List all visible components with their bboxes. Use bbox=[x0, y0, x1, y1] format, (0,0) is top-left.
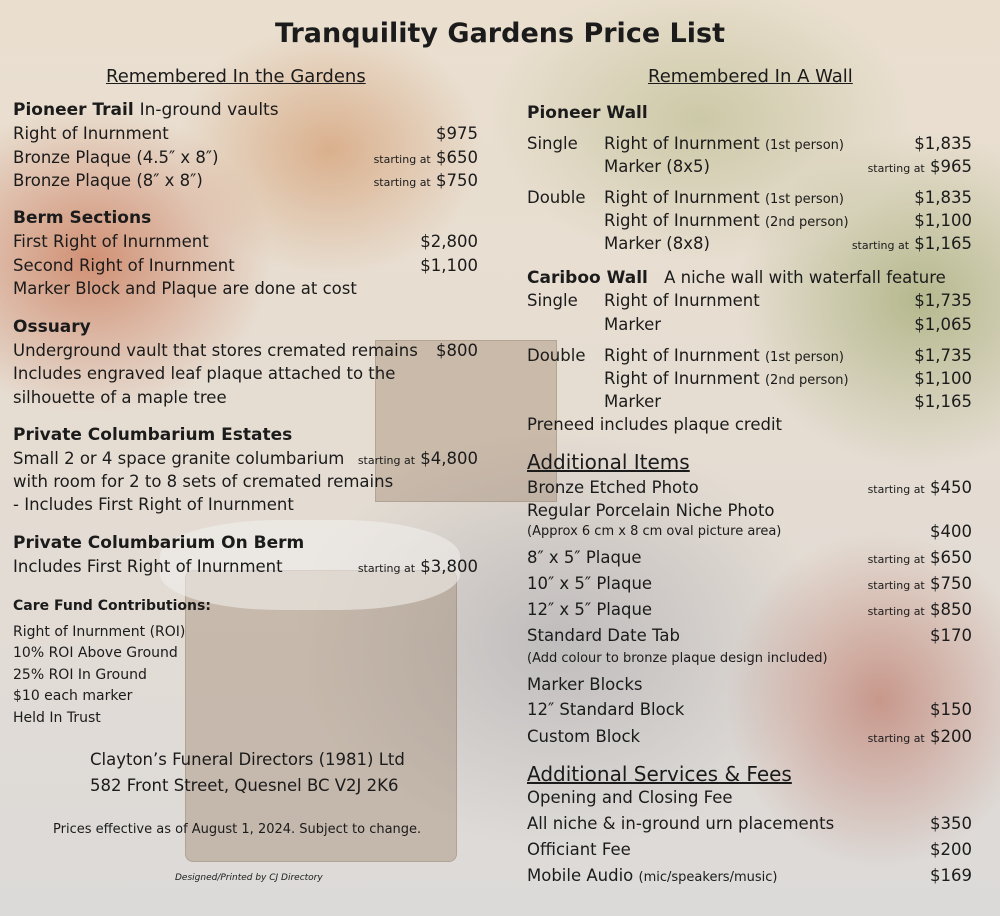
care-fund-line: 10% ROI Above Ground bbox=[13, 645, 178, 661]
double-label: Double bbox=[527, 346, 586, 365]
item-note: (mic/speakers/music) bbox=[638, 870, 778, 885]
price-value: $850 bbox=[930, 600, 972, 619]
pioneer-wall-item-price bbox=[868, 157, 972, 176]
cariboo-item-price: $1,735 bbox=[914, 346, 972, 365]
care-fund-line: 25% ROI In Ground bbox=[13, 667, 147, 683]
private-estates-line: Small 2 or 4 space granite columbarium bbox=[13, 449, 345, 468]
credit-line: Designed/Printed by CJ Directory bbox=[175, 873, 323, 883]
care-fund-line: Held In Trust bbox=[13, 710, 101, 726]
services-label: Opening and Closing Fee bbox=[527, 788, 733, 807]
addl-item-label: 10″ x 5″ Plaque bbox=[527, 574, 653, 593]
background-columbarium bbox=[185, 570, 457, 862]
addl-item-label: 12″ x 5″ Plaque bbox=[527, 600, 653, 619]
ossuary-line: Includes engraved leaf plaque attached to the bbox=[13, 364, 396, 383]
addl-item-price bbox=[868, 727, 972, 746]
addl-item-label: 8″ x 5″ Plaque bbox=[527, 548, 642, 567]
single-label: Single bbox=[527, 291, 578, 310]
cariboo-item-label: Right of Inurnment bbox=[604, 291, 760, 310]
pioneer-wall-item-price: $1,100 bbox=[914, 211, 972, 230]
addl-item-price: $170 bbox=[930, 626, 972, 645]
cariboo-item-price: $1,065 bbox=[914, 315, 972, 334]
services-label: All niche & in-ground urn placements bbox=[527, 814, 835, 833]
price-value: $650 bbox=[930, 548, 972, 567]
berm-sections-heading: Berm Sections bbox=[13, 208, 152, 228]
price-value: $750 bbox=[930, 574, 972, 593]
addl-item-price: $400 bbox=[930, 522, 972, 541]
cariboo-wall-subtitle: A niche wall with waterfall feature bbox=[664, 268, 946, 287]
pioneer-wall-item-label bbox=[604, 211, 849, 230]
services-heading: Additional Services & Fees bbox=[527, 762, 792, 786]
pioneer-trail-item-price bbox=[374, 171, 478, 190]
effective-note: Prices effective as of August 1, 2024. Subject to change. bbox=[53, 822, 422, 837]
price-value: $4,800 bbox=[420, 449, 478, 468]
pioneer-trail-item-label: Bronze Plaque (8″ x 8″) bbox=[13, 171, 203, 190]
porcelain-note: (Approx 6 cm x 8 cm oval picture area) bbox=[527, 524, 782, 539]
pioneer-wall-item-label bbox=[604, 134, 844, 153]
right-column-heading: Remembered In A Wall bbox=[648, 66, 853, 87]
page-title: Tranquility Gardens Price List bbox=[275, 18, 725, 49]
berm-note: Marker Block and Plaque are done at cost bbox=[13, 279, 357, 298]
ossuary-price: $800 bbox=[436, 341, 478, 360]
private-berm-line: Includes First Right of Inurnment bbox=[13, 557, 283, 576]
price-value: $450 bbox=[930, 478, 972, 497]
cariboo-item-label bbox=[604, 369, 849, 388]
item-label: Mobile Audio bbox=[527, 866, 634, 885]
pioneer-wall-item-label: Marker (8x8) bbox=[604, 234, 710, 253]
cariboo-item-label: Marker bbox=[604, 392, 662, 411]
addl-item-label: 12″ Standard Block bbox=[527, 700, 685, 719]
item-note: (1st person) bbox=[764, 138, 844, 153]
price-value: $750 bbox=[436, 171, 478, 190]
pioneer-wall-item-label: Marker (8x5) bbox=[604, 157, 710, 176]
starting-at-label: starting at bbox=[373, 176, 431, 189]
addl-item-label: Regular Porcelain Niche Photo bbox=[527, 501, 775, 520]
cariboo-wall-name: Cariboo Wall bbox=[527, 268, 648, 288]
pioneer-wall-heading: Pioneer Wall bbox=[527, 103, 648, 123]
addl-item-price bbox=[868, 600, 972, 619]
starting-at-label: starting at bbox=[867, 732, 925, 745]
care-fund-line: Right of Inurnment (ROI) bbox=[13, 624, 186, 640]
ossuary-line: Underground vault that stores cremated remains bbox=[13, 341, 418, 360]
colour-note: (Add colour to bronze plaque design included) bbox=[527, 651, 828, 666]
care-fund-line: $10 each marker bbox=[13, 688, 133, 704]
cariboo-item-price: $1,735 bbox=[914, 291, 972, 310]
item-note: (2nd person) bbox=[764, 215, 849, 230]
starting-at-label: starting at bbox=[867, 162, 925, 175]
cariboo-item-label bbox=[604, 346, 844, 365]
ossuary-heading: Ossuary bbox=[13, 317, 91, 337]
addl-item-price bbox=[868, 574, 972, 593]
starting-at-label: starting at bbox=[867, 579, 925, 592]
pioneer-trail-name: Pioneer Trail bbox=[13, 100, 134, 120]
starting-at-label: starting at bbox=[867, 605, 925, 618]
pioneer-trail-item-label: Bronze Plaque (4.5″ x 8″) bbox=[13, 148, 219, 167]
business-address: 582 Front Street, Quesnel BC V2J 2K6 bbox=[90, 776, 399, 795]
item-note: (1st person) bbox=[764, 192, 844, 207]
pioneer-trail-subtitle: In-ground vaults bbox=[139, 100, 279, 120]
marker-blocks-label: Marker Blocks bbox=[527, 675, 643, 694]
price-value: $1,165 bbox=[914, 234, 972, 253]
item-label: Right of Inurnment bbox=[604, 211, 760, 230]
pioneer-trail-item-price bbox=[374, 148, 478, 167]
addl-item-price bbox=[868, 478, 972, 497]
additional-items-heading: Additional Items bbox=[527, 450, 690, 474]
pioneer-wall-item-price: $1,835 bbox=[914, 188, 972, 207]
preneed-note: Preneed includes plaque credit bbox=[527, 415, 783, 434]
addl-item-label: Bronze Etched Photo bbox=[527, 478, 699, 497]
starting-at-label: starting at bbox=[357, 562, 416, 575]
price-value: $965 bbox=[930, 157, 972, 176]
private-berm-heading: Private Columbarium On Berm bbox=[13, 533, 305, 553]
pioneer-wall-item-label bbox=[604, 188, 844, 207]
addl-item-label: Standard Date Tab bbox=[527, 626, 680, 645]
cariboo-item-label: Marker bbox=[604, 315, 662, 334]
private-estates-heading: Private Columbarium Estates bbox=[13, 425, 293, 445]
starting-at-label: starting at bbox=[867, 483, 925, 496]
left-column-heading: Remembered In the Gardens bbox=[106, 66, 366, 87]
cariboo-item-price: $1,100 bbox=[914, 369, 972, 388]
addl-item-label: Custom Block bbox=[527, 727, 641, 746]
pioneer-trail-item-price: $975 bbox=[436, 124, 478, 143]
addl-item-price: $150 bbox=[930, 700, 972, 719]
business-name: Clayton’s Funeral Directors (1981) Ltd bbox=[90, 750, 405, 769]
berm-item-price: $1,100 bbox=[420, 256, 478, 275]
item-note: (2nd person) bbox=[764, 373, 849, 388]
berm-item-label: First Right of Inurnment bbox=[13, 232, 209, 251]
services-price: $200 bbox=[930, 840, 972, 859]
item-label: Right of Inurnment bbox=[604, 134, 760, 153]
price-value: $200 bbox=[930, 727, 972, 746]
starting-at-label: starting at bbox=[851, 239, 910, 252]
private-estates-price bbox=[358, 449, 478, 468]
ossuary-line: silhouette of a maple tree bbox=[13, 388, 227, 407]
berm-item-price: $2,800 bbox=[420, 232, 478, 251]
item-label: Right of Inurnment bbox=[604, 369, 760, 388]
private-berm-price bbox=[358, 557, 478, 576]
item-label: Right of Inurnment bbox=[604, 188, 760, 207]
starting-at-label: starting at bbox=[373, 153, 431, 166]
cariboo-item-price: $1,165 bbox=[914, 392, 972, 411]
addl-item-price bbox=[868, 548, 972, 567]
pioneer-wall-item-price bbox=[852, 234, 972, 253]
starting-at-label: starting at bbox=[357, 454, 416, 467]
services-label bbox=[527, 866, 777, 885]
services-label: Officiant Fee bbox=[527, 840, 631, 859]
item-label: Right of Inurnment bbox=[604, 346, 760, 365]
cariboo-wall-heading bbox=[527, 268, 946, 288]
berm-item-label: Second Right of Inurnment bbox=[13, 256, 235, 275]
price-value: $3,800 bbox=[420, 557, 478, 576]
starting-at-label: starting at bbox=[867, 553, 925, 566]
double-label: Double bbox=[527, 188, 586, 207]
private-estates-line: with room for 2 to 8 sets of cremated remains bbox=[13, 472, 394, 491]
pioneer-trail-item-label: Right of Inurnment bbox=[13, 124, 169, 143]
item-note: (1st person) bbox=[764, 350, 844, 365]
services-price: $350 bbox=[930, 814, 972, 833]
pioneer-trail-heading bbox=[13, 100, 279, 120]
price-value: $650 bbox=[436, 148, 478, 167]
private-estates-line: - Includes First Right of Inurnment bbox=[13, 495, 294, 514]
single-label: Single bbox=[527, 134, 578, 153]
pioneer-wall-item-price: $1,835 bbox=[914, 134, 972, 153]
services-price: $169 bbox=[930, 866, 972, 885]
care-fund-heading: Care Fund Contributions: bbox=[13, 598, 211, 614]
